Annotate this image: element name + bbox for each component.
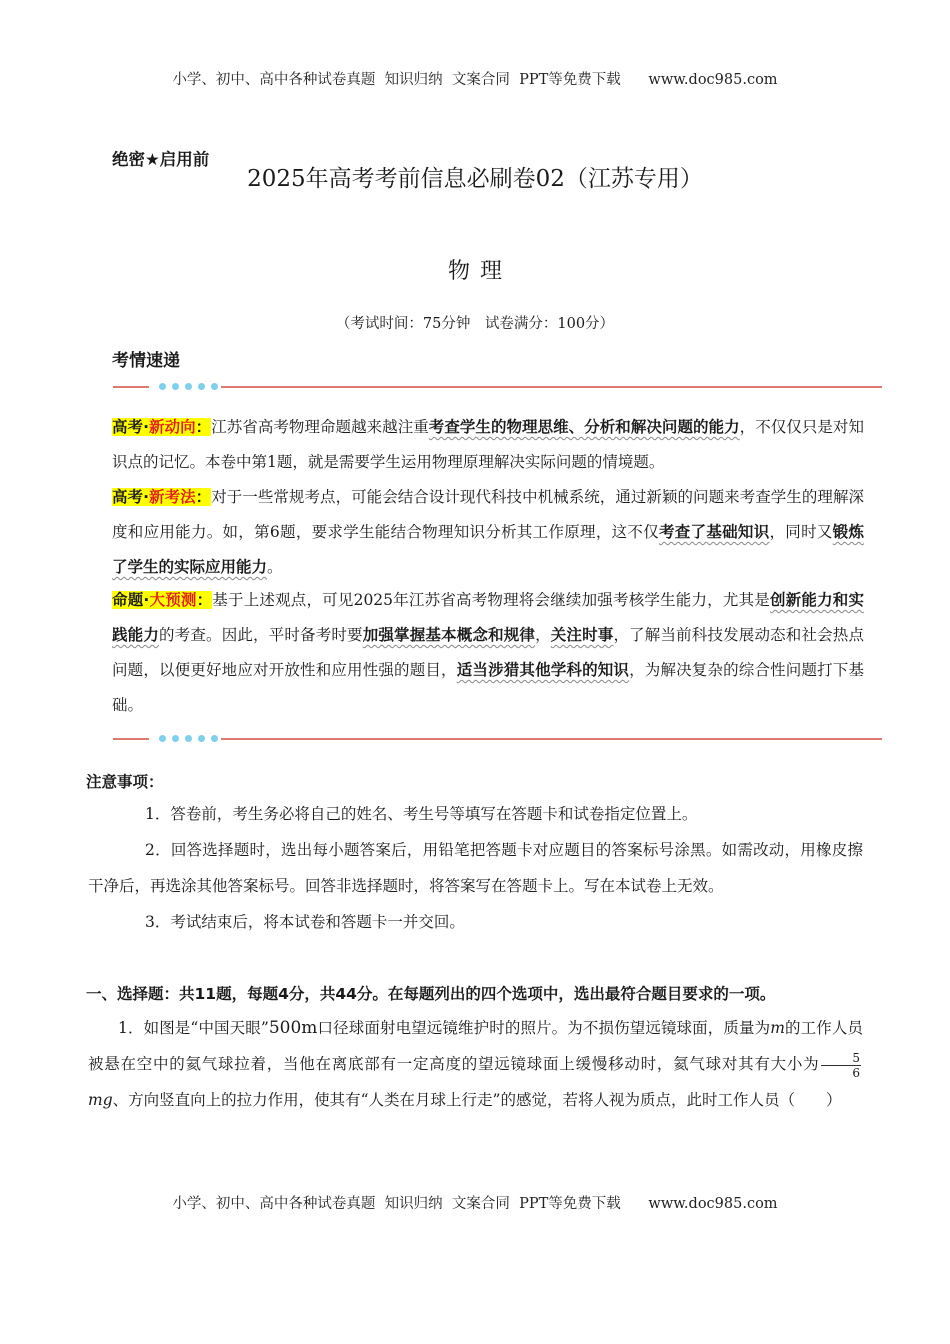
aperture-size: 500m [268, 1018, 318, 1038]
tag-prediction: 命题·大预测： [112, 591, 213, 609]
exam-title: 2025年高考考前信息必刷卷02（江苏专用） [247, 166, 703, 192]
notice-heading: 注意事项： [86, 773, 164, 791]
notice-item-3: 3．考试结束后，将本试卷和答题卡一并交回。 [145, 913, 465, 931]
question-1: 1．如图是“中国天眼”500m口径球面射电望远镜维护时的照片。为不损伤望远镜球面，质量为m的工作人员被悬在空中的氦气球拉着，当他在离底部有一定高度的望远镜球面上缓慢移动时，氦气球对其有大小为 $\frac{5}{6}$ mg、方向竖直向上的拉力作用，使其有“人类在月球上行走”的感觉，若将人视为质点，此时工作人员（ ） [88, 1018, 863, 1109]
analysis-paragraph-new-trend: 高考·新动向：江苏省高考物理命题越来越注重考查学生的物理思维、分析和解决问题的能力，不仅仅只是对知识点的记忆。本卷中第1题，就是需要学生运用物理原理解决实际问题的情境题。 [112, 418, 864, 471]
notice-item-1: 1．答卷前，考生务必将自己的姓名、考生号等填写在答题卡和试卷指定位置上。 [145, 805, 698, 823]
notice-item-2: 2．回答选择题时，选出每小题答案后，用铅笔把答题卡对应题目的答案标号涂黑。如需改动，用橡皮擦干净后，再选涂其他答案标号。回答非选择题时，将答案写在答题卡上。写在本试卷上无效。 [88, 841, 863, 895]
exam-info: （考试时间：75分钟 试卷满分：100分） [335, 316, 615, 332]
subject-title: 物理 [447, 259, 512, 284]
confidential-label: 绝密★启用前 [112, 150, 210, 169]
page-header: 小学、初中、高中各种试卷真题 知识归纳 文案合同 PPT等免费下载 www.doc985.com [172, 72, 778, 88]
tag-new-method: 高考·新考法： [112, 488, 212, 506]
tag-new-trend: 高考·新动向： [112, 418, 212, 436]
section-heading-kaoqing: 考情速递 [112, 351, 180, 371]
analysis-paragraph-prediction: 命题·大预测：基于上述观点，可见2025年江苏省高考物理将会继续加强考核学生能力，尤其是创新能力和实践能力的考查。因此，平时备考时要加强掌握基本概念和规律，关注时事，了解当前科技发展动态和社会热点问题，以便更好地应对开放性和应用性强的题目，适当涉猎其他学科的知识，为解决复杂的综合性问题打下基础。 [112, 591, 864, 714]
part-one-heading: 一、选择题：共11题，每题4分，共44分。在每题列出的四个选项中，选出最符合题目要求的一项。 [86, 985, 776, 1003]
page-footer: 小学、初中、高中各种试卷真题 知识归纳 文案合同 PPT等免费下载 www.doc985.com [172, 1196, 778, 1212]
fraction-five-sixths: $\frac{5}{6}$ [821, 1051, 861, 1080]
decorative-divider-top [113, 381, 882, 393]
analysis-paragraph-new-method: 高考·新考法：对于一些常规考点，可能会结合设计现代科技中机械系统，通过新颖的问题来考查学生的理解深度和应用能力。如，第6题，要求学生能结合物理知识分析其工作原理，这不仅考查了基础知识，同时又锻炼了学生的实际应用能力。 [112, 488, 864, 576]
decorative-divider-bottom [113, 733, 882, 745]
